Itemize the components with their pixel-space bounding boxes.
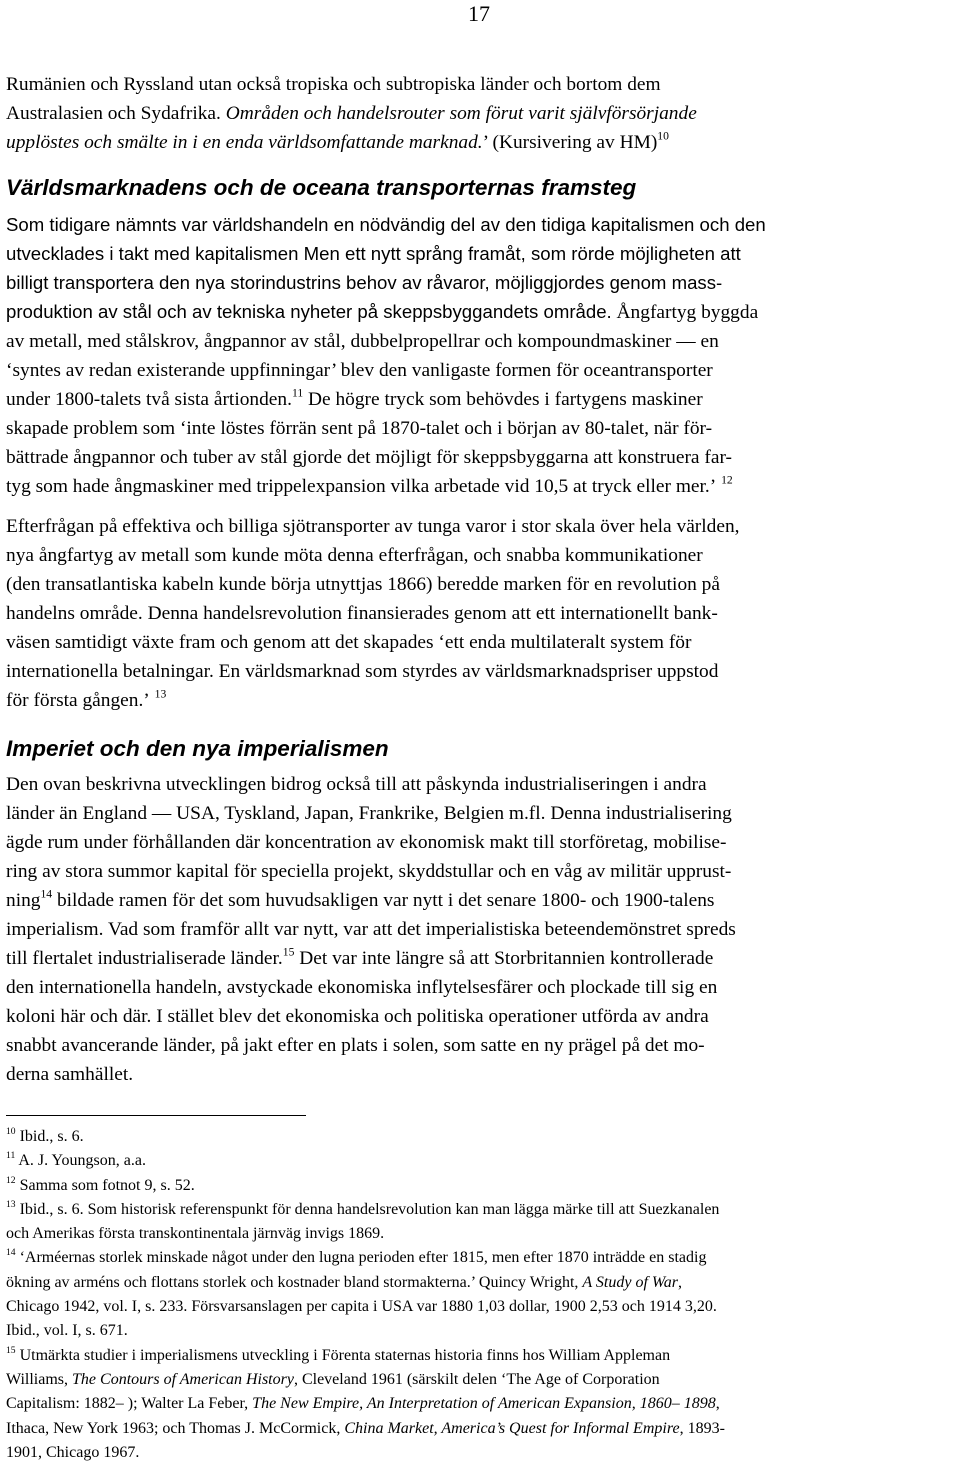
footnote-text: ,	[677, 1273, 682, 1291]
footnote-separator	[6, 1115, 306, 1116]
footnote-number: 12	[6, 1174, 16, 1186]
footnote-line: och Amerikas första transkontinentala järnväg invigs 1869.	[6, 1225, 385, 1243]
footnote-13	[6, 1198, 956, 1222]
footnote-ref: 11	[291, 386, 304, 400]
footnote-text: Williams,	[6, 1370, 73, 1388]
book-title: The Contours of American History	[72, 1370, 294, 1388]
text-line	[6, 686, 956, 715]
text-span: bildade ramen för det som huvudsakligen var nytt i det senare 1800- och 1900-talens	[52, 890, 715, 911]
footnote-line	[6, 1271, 956, 1295]
paragraph-imperialism	[6, 770, 956, 1089]
book-title: A Study of War	[582, 1273, 678, 1291]
footnotes	[6, 1125, 956, 1465]
text-line: nya ångfartyg av metall som kunde möta denna efterfrågan, och snabba kommunikationer	[6, 545, 703, 566]
text-span: ning	[6, 890, 41, 911]
footnote-line	[6, 1392, 956, 1416]
text-span: Ångfartyg byggda	[611, 302, 759, 323]
footnote-ref: 10	[657, 129, 669, 143]
text-line: skapade problem som ‘inte löstes förrän sent på 1870-talet och i början av 80-talet, när för-	[6, 418, 713, 439]
text-line	[6, 128, 956, 157]
text-line: Den ovan beskrivna utvecklingen bidrog också till att påskynda industrialiseringen i andra	[6, 774, 707, 795]
footnote-15	[6, 1344, 956, 1368]
footnote-text: ,	[715, 1395, 720, 1413]
intro-paragraph	[6, 70, 956, 157]
footnote-14	[6, 1246, 956, 1270]
text-line: Som tidigare nämnts var världshandeln en nödvändig del av den tidiga kapitalismen och den	[6, 214, 766, 235]
footnote-text: Ibid., s. 6. Som historisk referenspunkt för denna handelsrevolution kan man lägga märke till att Suezkanalen	[15, 1200, 720, 1218]
text-line: länder än England — USA, Tyskland, Japan, Frankrike, Belgien m.fl. Denna industrialisering	[6, 803, 732, 824]
book-title: The New Empire, An Interpretation of American Expansion, 1860– 1898	[252, 1395, 716, 1413]
footnote-text: Ithaca, New York 1963; och Thomas J. McCormick,	[6, 1419, 345, 1437]
footnote-ref: 12	[721, 473, 733, 487]
text-line	[6, 886, 956, 915]
footnote-number: 14	[6, 1247, 16, 1259]
text-line	[6, 472, 956, 501]
text-line: billigt transportera den nya storindustrins behov av råvaror, möjliggjordes genom mass-	[6, 272, 723, 293]
italic-quote: Områden och handelsrouter som förut varit självförsörjande	[225, 103, 697, 124]
text-span: tyg som hade ångmaskiner med trippelexpansion vilka arbetade vid 10,5 at tryck eller mer.’	[6, 476, 717, 497]
text-span: under 1800-talets två sista årtionden.	[6, 389, 292, 410]
footnote-10	[6, 1125, 956, 1149]
footnote-number: 13	[6, 1198, 16, 1210]
text-line: koloni här och där. I stället blev det ekonomiska och politiska operationer utförda av andra	[6, 1006, 709, 1027]
text-line: av metall, med stålskrov, ångpannor av stål, dubbelpropellrar och kompoundmaskiner — en	[6, 331, 719, 352]
text-line	[6, 385, 956, 414]
text-line: ring av stora summor kapital för speciella projekt, skyddstullar och en våg av militär upprust-	[6, 861, 732, 882]
text-line: väsen samtidigt växte fram och genom att det skapades ‘ett enda multilateralt system för	[6, 632, 692, 653]
footnote-ref: 13	[154, 687, 167, 701]
text-span: ’ (Kursivering av HM)	[482, 132, 658, 153]
footnote-ref: 15	[282, 945, 295, 959]
text-span: för första gången.’	[6, 690, 150, 711]
footnote-11	[6, 1149, 956, 1173]
text-line: (den transatlantiska kabeln kunde börja utnyttjas 1866) beredde marken för en revolution på	[6, 574, 720, 595]
text-line	[6, 99, 956, 128]
italic-quote: upplöstes och smälte in i en enda världsomfattande marknad.	[6, 132, 483, 153]
footnote-text: , 1893-	[679, 1419, 725, 1437]
footnote-text: Utmärkta studier i imperialismens utveckling i Förenta staternas historia finns hos William Appleman	[15, 1346, 671, 1364]
footnote-text: Samma som fotnot 9, s. 52.	[15, 1176, 195, 1194]
footnote-line: Ibid., vol. I, s. 671.	[6, 1322, 128, 1340]
section-heading: Världsmarknadens och de oceana transporternas framsteg	[6, 175, 637, 200]
text-line: ägde rum under förhållanden där koncentration av ekonomisk makt till storföretag, mobilise-	[6, 832, 727, 853]
text-span: till flertalet industrialiserade länder.	[6, 948, 283, 969]
footnote-line	[6, 1417, 956, 1441]
text-line: utvecklades i takt med kapitalismen Men ett nytt språng framåt, som rörde möjligheten att	[6, 243, 741, 264]
footnote-line: Chicago 1942, vol. I, s. 233. Försvarsanslagen per capita i USA var 1880 1,03 dollar, 1900 2,53 och 1914 3,20.	[6, 1298, 717, 1316]
page-number: 17	[468, 1, 490, 26]
text-line: ‘syntes av redan existerande uppfinningar’ blev den vanligaste formen för oceantransporter	[6, 360, 713, 381]
text-span: De högre tryck som behövdes i fartygens maskiner	[303, 389, 703, 410]
text-line: internationella betalningar. En världsmarknad som styrdes av världsmarknadspriser uppstod	[6, 661, 719, 682]
footnote-text: Capitalism: 1882– ); Walter La Feber,	[6, 1395, 253, 1413]
footnote-text: ‘Arméernas storlek minskade något under den lugna perioden efter 1815, men efter 1870 inträdde en stadig	[15, 1249, 707, 1267]
text-line: Efterfrågan på effektiva och billiga sjötransporter av tunga varor i stor skala över hela världen,	[6, 516, 740, 537]
text-span: produktion av stål och av tekniska nyheter på skeppsbyggandets område.	[6, 301, 612, 322]
text-line: imperialism. Vad som framför allt var nytt, var att det imperialistiska beteendemönstret spreds	[6, 919, 736, 940]
footnote-number: 10	[6, 1125, 16, 1137]
footnote-number: 15	[6, 1344, 16, 1356]
text-span: Det var inte längre så att Storbritannien kontrollerade	[294, 948, 714, 969]
footnote-line	[6, 1368, 956, 1392]
text-line: Rumänien och Ryssland utan också tropiska och subtropiska länder och bortom dem	[6, 74, 661, 95]
footnote-ref: 14	[40, 887, 53, 901]
paragraph-trade-revolution	[6, 512, 956, 715]
text-line: den internationella handeln, avstyckade ekonomiska inflytelsesfärer och plockade till sig en	[6, 977, 718, 998]
text-line: snabbt avancerande länder, på jakt efter en plats i solen, som satte en ny prägel på det mo-	[6, 1035, 705, 1056]
book-title: China Market, America’s Quest for Informal Empire	[344, 1419, 680, 1437]
footnote-line: 1901, Chicago 1967.	[6, 1443, 140, 1461]
text-line: handelns område. Denna handelsrevolution finansierades genom att ett internationellt bank-	[6, 603, 718, 624]
paragraph-transport	[6, 210, 956, 501]
text-line	[6, 297, 956, 327]
text-line: bättrade ångpannor och tuber av stål gjorde det möjligt för skeppsbyggarna att konstruera far-	[6, 447, 732, 468]
footnote-12	[6, 1174, 956, 1198]
footnote-text: A. J. Youngson, a.a.	[15, 1152, 146, 1170]
footnote-text: ökning av arméns och flottans storlek och kostnader bland stormakterna.’ Quincy Wright,	[6, 1273, 583, 1291]
footnote-number: 11	[6, 1150, 16, 1162]
text-line: derna samhället.	[6, 1064, 134, 1085]
footnote-text: Ibid., s. 6.	[15, 1128, 84, 1145]
text-line	[6, 944, 956, 973]
footnote-text: , Cleveland 1961 (särskilt delen ‘The Age of Corporation	[293, 1370, 660, 1388]
section-heading: Imperiet och den nya imperialismen	[6, 736, 389, 761]
text-span: Australasien och Sydafrika.	[6, 103, 226, 124]
